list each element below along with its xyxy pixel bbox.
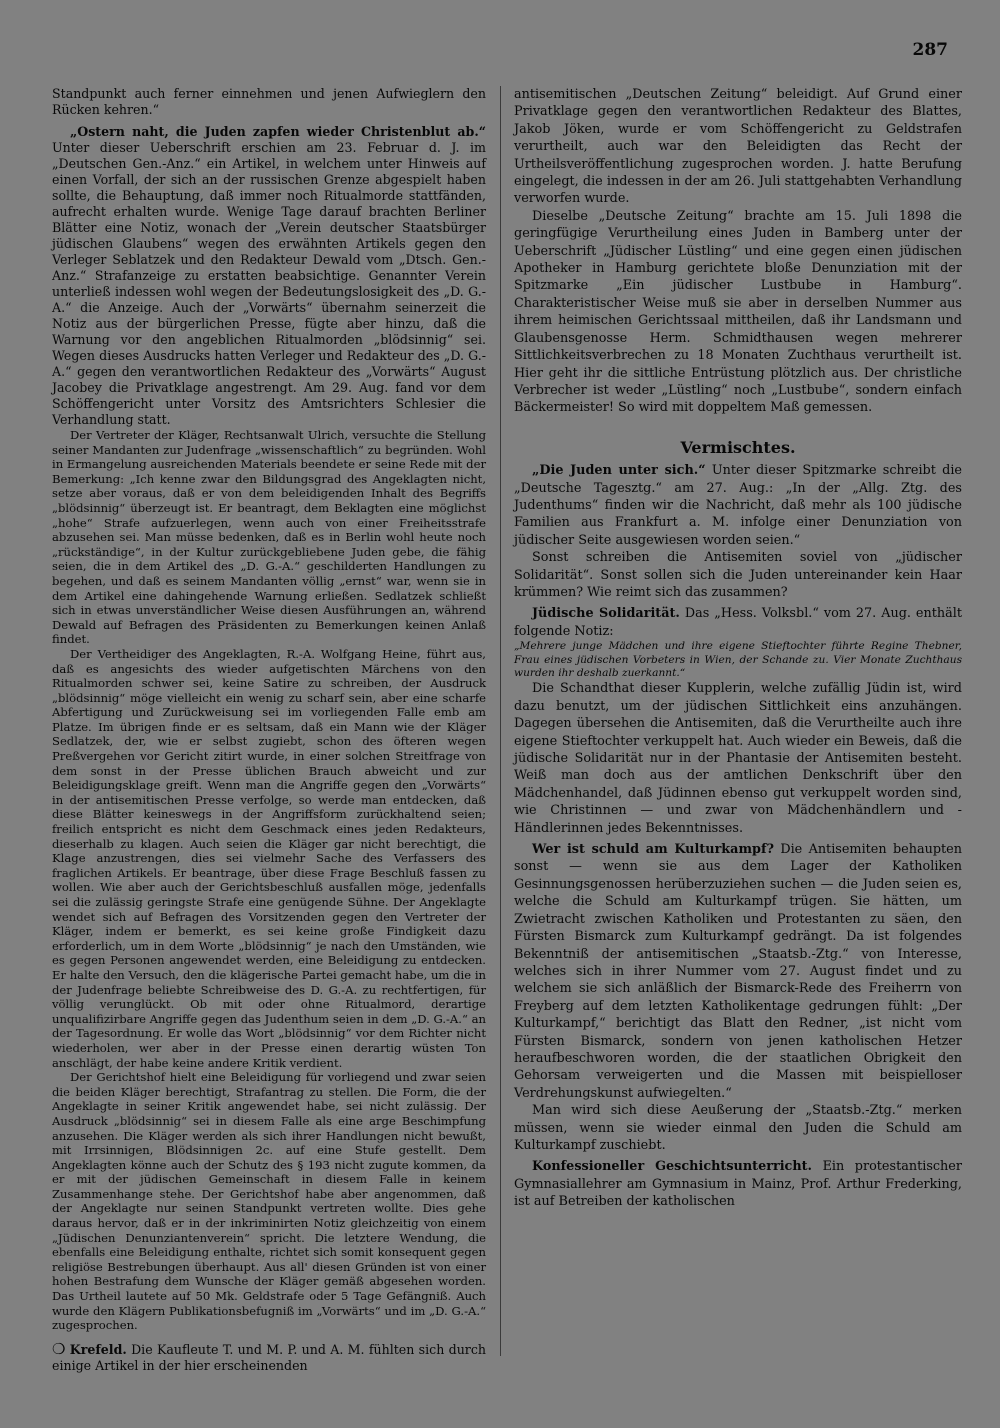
misc-item-2 <box>514 605 962 640</box>
right-paragraph-1: antisemitischen „Deutschen Zeitung“ beleidigt. Auf Grund einer Privatklage gegen den verantwortlichen Redakteur des Blattes, Jakob Jöken, wurde er vom Schöffengericht zu Geldstrafen verurtheilt, auch war den Beleidigten das Recht der Urtheilsveröffentlichung zugesprochen worden. J. hatte Berufung eingelegt, die indessen in der am 26. Juli stattgehabten Verhandlung verworfen wurde. <box>514 87 962 207</box>
misc-item-1-heading: „Die Juden unter sich.“ <box>532 463 706 479</box>
right-column <box>514 86 962 1366</box>
misc-item-4 <box>514 1158 962 1210</box>
left-paragraph-1: Standpunkt auch ferner einnehmen und jenen Aufwieglern den Rücken kehren.“ <box>52 86 486 117</box>
misc-item-3-comment: Man wird sich diese Aeußerung der „Staatsb.-Ztg.“ merken müssen, wenn sie wieder einmal den Juden die Schuld am Kulturkampf zuschiebt. <box>514 1103 962 1153</box>
left-paragraph-5: Der Gerichtshof hielt eine Beleidigung für vorliegend und zwar seien die beiden Kläger berechtigt, Strafantrag zu stellen. Die Form, die der Angeklagte in seiner Kritik angewendet habe, sei nicht zulässig. Der Ausdruck „blödsinnig“ sei in diesem Falle als eine arge Beschimpfung anzusehen. Die Kläger werden als sich ihrer Handlungen nicht bewußt, mit Irrsinnigen, Blödsinnigen 2c. auf eine Stufe gestellt. Dem Angeklagten könne auch der Schutz des § 193 nicht zugute kommen, da er mit der jüdischen Gemeinschaft in diesem Falle in keinem Zusammenhange stehe. Der Gerichtshof habe aber angenommen, daß der Angeklagte nur seinen Standpunkt vertreten wollte. Dies gehe daraus hervor, daß er in der inkriminirten Notiz gleichzeitig von einem „Jüdischen Denunziantenverein“ spricht. Die letztere Wendung, die ebenfalls eine Beleidigung enthalte, richtet sich somit konsequent gegen religiöse Bestrebungen überhaupt. Aus all' diesen Gründen ist von einer hohen Bestrafung dem Wunsche der Kläger gemäß abgesehen worden. Das Urtheil lautete auf 50 Mk. Geldstrafe oder 5 Tage Gefängniß. Auch wurde den Klägern Publikationsbefugniß im „Vorwärts“ und im „D. G.-A.“ zugesprochen. <box>52 1070 486 1333</box>
misc-item-2-comment: Die Schandthat dieser Kupplerin, welche zufällig Jüdin ist, wird dazu benutzt, um der jüdischen Sittlichkeit eins anzuhängen. Dagegen übersehen die Antisemiten, daß die Verurtheilte auch ihre eigene Stieftochter verkuppelt hat. Auch wieder ein Beweis, daß die jüdische Solidarität nur in der Phantasie der Antisemiten besteht. Weiß man doch aus der amtlichen Denkschrift über den Mädchenhandel, daß Jüdinnen ebenso gut verkuppelt worden sind, wie Christinnen — und zwar von Mädchenhändlern und -Händlerinnen jedes Bekenntnisses. <box>514 681 962 836</box>
left-paragraph-2 <box>52 124 486 428</box>
misc-item-1 <box>514 462 962 549</box>
misc-item-4-text: Ein protestantischer Gymnasiallehrer am Gymnasium in Mainz, Prof. Arthur Frederking, ist auf Betreiben der katholischen <box>514 1159 962 1210</box>
krefeld-text: Die Kaufleute T. und M. P. und A. M. fühlten sich durch einige Artikel in der hier erscheinenden <box>52 1341 486 1373</box>
ritual-article-text: Unter dieser Ueberschrift erschien am 23. Februar d. J. im „Deutschen Gen.-Anz.“ ein Artikel, in welchem unter Hinweis auf einen Vorfall, der sich an der russischen Grenze abgespielt haben sollte, die Behauptung, daß immer noch Ritualmorde stattfänden, aufrecht erhalten wurde. Wenige Tage darauf brachten Berliner Blätter eine Notiz, wonach der „Verein deutscher Staatsbürger jüdischen Glaubens“ wegen des erwähnten Artikels gegen den Verleger Seblatzek und den Redakteur Dewald vom „Dtsch. Gen.-Anz.“ Strafanzeige zu erstatten beabsichtige. Genannter Verein unterließ indessen wohl wegen der Bedeutungslosigkeit des „D. G.-A.“ die Anzeige. Auch der „Vorwärts“ übernahm seinerzeit die Notiz aus der bürgerlichen Presse, fügte aber hinzu, daß die Warnung vor den angeblichen Ritualmorden „blödsinnig“ sei. Wegen dieses Ausdrucks hatten Verleger und Redakteur des „D. G.-A.“ gegen den verantwortlichen Redakteur des „Vorwärts“ August Jacobey die Privatklage angestrengt. Am 29. Aug. fand vor dem Schöffengericht unter Vorsitz des Amtsrichters Schlesier die Verhandlung statt. <box>52 140 486 427</box>
misc-item-4-heading: Konfessioneller Geschichtsunterricht. <box>532 1159 813 1175</box>
misc-item-2-heading: Jüdische Solidarität. <box>532 606 680 622</box>
ritual-article-heading: „Ostern naht, die Juden zapfen wieder Christenblut ab.“ <box>70 124 486 139</box>
left-paragraph-4: Der Vertheidiger des Angeklagten, R.-A. Wolfgang Heine, führt aus, daß es angesichts des wieder aufgetischten Märchens von den Ritualmorden schwer sei, keine Satire zu schreiben, der Ausdruck „blödsinnig“ möge vielleicht ein wenig zu scharf sein, aber eine scharfe Abfertigung und Zurückweisung sei im vorliegenden Falle emb am Platze. Im übrigen finde er es seltsam, daß ein Mann wie der Kläger Sedlatzek, der, wie er selbst zugiebt, schon des öfteren wegen Preßvergehen vor Gericht zitirt wurde, in einer solchen Streitfrage von dem sonst in der Presse üblichen Brauch abweicht und zur Beleidigungsklage greift. Wenn man die Angriffe gegen den „Vorwärts“ in der antisemitischen Presse verfolge, so werde man entdecken, daß diese Blätter keineswegs in der Angriffsform zurückhaltend seien; freilich entspricht es nicht dem Geschmack eines jeden Redakteurs, dieserhalb zu klagen. Auch seien die Kläger gar nicht berechtigt, die Klage anzustrengen, dies sei vielmehr Sache des Verfassers des fraglichen Artikels. Er beantrage, über diese Frage Beschluß fassen zu wollen. Wie aber auch der Gerichtsbeschluß ausfallen möge, jedenfalls sei die zulässig geringste Strafe eine genügende Sühne. Der Angeklagte wendet sich auf Befragen des Vorsitzenden gegen den Vertreter der Kläger, indem er bemerkt, es sei keine große Findigkeit dazu erforderlich, um in dem Worte „blödsinnig“ je nach den Umständen, wie es gegen Personen angewendet werden, eine Beleidigung zu entdecken. Er halte den Versuch, den die klägerische Partei gemacht habe, um die in der Judenfrage beliebte Schreibweise des D. G.-A. zu rechtfertigen, für völlig verunglückt. Ob mit oder ohne Ritualmord, derartige unqualifizirbare Angriffe gegen das Judenthum seien in dem „D. G.-A.“ an der Tagesordnung. Er wolle das Wort „blödsinnig“ vor dem Richter nicht wiederholen, wer aber in der Presse einen derartig wüsten Ton anschlägt, der habe keine andere Kritik verdient. <box>52 646 486 1070</box>
misc-item-3-text: Die Antisemiten behaupten sonst — wenn sie aus dem Lager der Katholiken Gesinnungsgenossen herüberzuziehen suchen — die Juden seien es, welche die Schuld am Kulturkampf trügen. Sie hätten, um Zwietracht zwischen Katholiken und Protestanten zu säen, den Fürsten Bismarck zum Kulturkampf gedrängt. Da ist folgendes Bekenntniß der antisemitischen „Staatsb.-Ztg.“ von Interesse, welches sich in ihrer Nummer vom 27. August findet und zu welchem sie sich anläßlich der Bismarck-Rede des Freiherrn von Freyberg auf dem letzten Katholikentage gedrungen fühlt: „Der Kulturkampf,“ berichtigt das Blatt den Redner, „ist nicht vom Fürsten Bismarck, sondern von jenen katholischen Hetzer heraufbeschworen worden, die der staatlichen Obrigkeit den Gehorsam verweigerten und die Massen mit beispielloser Verdrehungskunst aufwiegelten.“ <box>514 842 962 1101</box>
misc-item-3-heading: Wer ist schuld am Kulturkampf? <box>532 842 774 858</box>
misc-item-1-text: Unter dieser Spitzmarke schreibt die „Deutsche Tagesztg.“ am 27. Aug.: „In der „Allg. Ztg. des Judenthums“ finden wir die Nachricht, daß mehr als 100 jüdische Familien aus Frankfurt a. M. infolge einer Denunziation von jüdischer Seite ausgewiesen worden seien.“ <box>514 463 963 548</box>
krefeld-heading: Krefeld. <box>69 1341 127 1357</box>
misc-item-2-text: Das „Hess. Volksbl.“ vom 27. Aug. enthält folgende Notiz: <box>514 606 962 639</box>
section-title: Vermischtes. <box>680 437 796 457</box>
right-paragraph-2: Dieselbe „Deutsche Zeitung“ brachte am 15. Juli 1898 die geringfügige Verurtheilung eines Juden in Bamberg unter der Ueberschrift „Jüdischer Lüstling“ und eine gegen einen jüdischen Apotheker in Hamburg gerichtete bloße Denunziation mit der Spitzmarke „Ein jüdischer Lustbube in Hamburg“. Charakteristischer Weise muß sie aber in derselben Nummer aus ihrem heimischen Gerichtssaal mittheilen, daß ihr Landsmann und Glaubensgenosse Herm. Schmidthausen wegen mehrerer Sittlichkeitsverbrechen zu 18 Monaten Zuchthaus verurtheilt ist. Hier geht ihr die sittliche Entrüstung plötzlich aus. Der christliche Verbrecher ist weder „Lüstling“ noch „Lustbube“, sondern einfach Bäckermeister! So wird mit doppeltem Maß gemessen. <box>514 208 962 416</box>
left-paragraph-3: Der Vertreter der Kläger, Rechtsanwalt Ulrich, versuchte die Stellung seiner Mandanten zur Judenfrage „wissenschaftlich“ zu begründen. Wohl in Ermangelung ausreichenden Materials beendete er seine Rede mit der Bemerkung: „Ich kenne zwar den Bildungsgrad des Angeklagten nicht, setze aber voraus, daß er von dem beleidigenden Inhalt des Begriffs „blödsinnig“ überzeugt ist. Er beantragt, dem Beklagten eine möglichst „hohe“ Strafe aufzuerlegen, wenn auch von einer Freiheitsstrafe abzusehen sei. Man müsse bedenken, daß es in Berlin wohl heute noch „rückständige“, in der Kultur zurückgebliebene Juden gebe, die fähig seien, die in dem Artikel des „D. G.-A.“ geschilderten Handlungen zu begehen, und daß es seinem Mandanten völlig „ernst“ war, wenn sie in dem Artikel eine dahingehende Warnung erließen. Sedlatzek schließt sich in etwas unverständlicher Weise diesen Ausführungen an, während Dewald auf Befragen des Präsidenten zu Bemerkungen keinen Anlaß findet. <box>52 428 486 647</box>
krefeld-paragraph <box>52 1341 486 1374</box>
column-divider <box>500 86 501 1356</box>
left-column <box>52 86 486 1373</box>
misc-item-2-quote: „Mehrere junge Mädchen und ihre eigene Stieftochter führte Regine Thebner, Frau eines jüdischen Vorbeters in Wien, der Schande zu. Vier Monate Zuchthaus wurden ihr deshalb zuerkannt.“ <box>514 640 962 679</box>
circle-icon: ❍ <box>52 1339 66 1358</box>
misc-item-3 <box>514 841 962 1102</box>
misc-item-1-comment: Sonst schreiben die Antisemiten soviel von „jüdischer Solidarität“. Sonst sollen sich die Juden untereinander kein Haar krümmen? Wie reimt sich das zusammen? <box>514 550 962 600</box>
page-number: 287 <box>912 40 948 60</box>
